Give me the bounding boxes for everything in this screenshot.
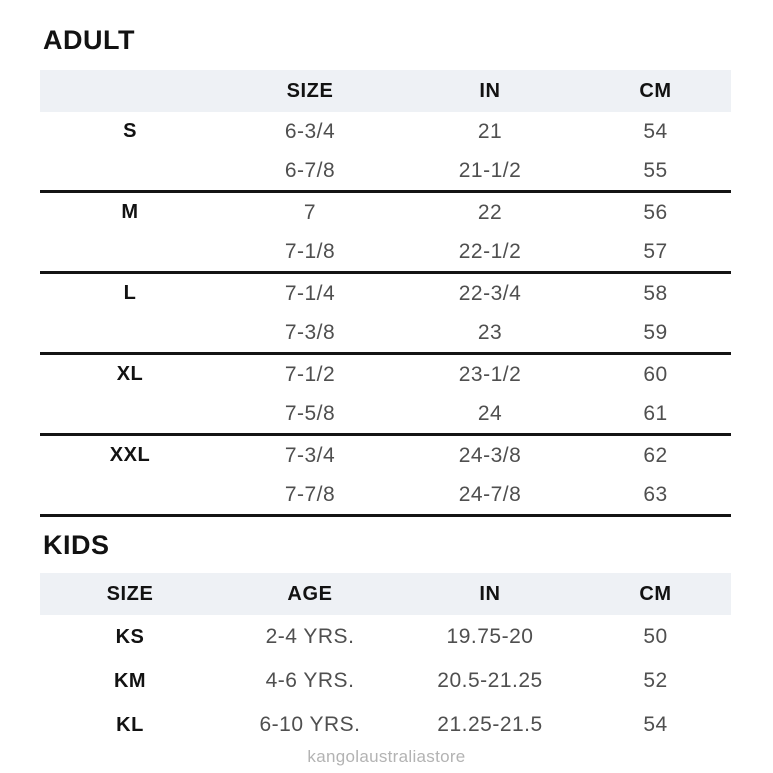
kids-section-title: KIDS — [43, 530, 110, 560]
hat-size-cell: 7-7/8 — [284, 482, 336, 506]
hat-size-cell: 6-7/8 — [284, 158, 336, 182]
inches-cell: 22-3/4 — [458, 281, 522, 305]
hat-size-cell: 7-1/2 — [284, 362, 336, 386]
adult-header-size: SIZE — [286, 79, 334, 102]
inches-cell: 21.25-21.5 — [437, 713, 543, 736]
size-label-cell: M — [121, 201, 139, 223]
inches-cell: 21-1/2 — [458, 158, 522, 182]
table-row — [40, 313, 731, 355]
table-row — [40, 232, 731, 274]
size-label-cell: XXL — [109, 444, 151, 466]
table-row — [40, 355, 731, 394]
store-watermark: kangolaustraliastore — [307, 747, 466, 766]
size-label-cell: KL — [116, 713, 144, 736]
inches-cell: 23-1/2 — [458, 362, 522, 386]
inches-cell: 22-1/2 — [458, 239, 522, 263]
table-row — [40, 475, 731, 517]
kids-header-in: IN — [479, 582, 501, 605]
inches-cell: 23 — [477, 320, 503, 344]
table-row — [40, 436, 731, 475]
inches-cell: 22 — [477, 200, 503, 224]
table-row — [40, 394, 731, 436]
hat-size-cell: 7-3/4 — [284, 443, 336, 467]
table-row — [40, 659, 731, 703]
cm-cell: 50 — [643, 625, 668, 648]
kids-header-size: SIZE — [106, 582, 154, 605]
kids-header-cm: CM — [639, 582, 672, 605]
inches-cell: 21 — [477, 119, 503, 143]
size-label-cell: S — [123, 120, 137, 142]
cm-cell: 54 — [643, 119, 668, 143]
cm-cell: 54 — [643, 713, 668, 736]
kids-header-age: AGE — [287, 582, 333, 605]
adult-section-title: ADULT — [43, 25, 135, 55]
adult-header-cm: CM — [639, 79, 672, 102]
inches-cell: 24-3/8 — [458, 443, 522, 467]
age-cell: 2-4 YRS. — [265, 625, 355, 648]
size-label-cell: KS — [115, 625, 145, 648]
hat-size-cell: 7-3/8 — [284, 320, 336, 344]
cm-cell: 55 — [643, 158, 668, 182]
cm-cell: 58 — [643, 281, 668, 305]
cm-cell: 63 — [643, 482, 668, 506]
table-row — [40, 112, 731, 151]
cm-cell: 52 — [643, 669, 668, 692]
table-row — [40, 703, 731, 747]
kids-table-header — [40, 573, 731, 615]
adult-header-in: IN — [479, 79, 501, 102]
cm-cell: 62 — [643, 443, 668, 467]
table-row — [40, 151, 731, 193]
hat-size-cell: 7-1/8 — [284, 239, 336, 263]
cm-cell: 59 — [643, 320, 668, 344]
cm-cell: 56 — [643, 200, 668, 224]
size-label-cell: L — [123, 282, 137, 304]
size-label-cell: KM — [113, 669, 147, 692]
inches-cell: 24-7/8 — [458, 482, 522, 506]
cm-cell: 61 — [643, 401, 668, 425]
hat-size-cell: 7-1/4 — [284, 281, 336, 305]
adult-size-table — [40, 70, 731, 517]
adult-table-header — [40, 70, 731, 112]
inches-cell: 20.5-21.25 — [437, 669, 543, 692]
inches-cell: 19.75-20 — [446, 625, 534, 648]
hat-size-cell: 7-5/8 — [284, 401, 336, 425]
hat-size-cell: 7 — [303, 200, 317, 224]
hat-size-cell: 6-3/4 — [284, 119, 336, 143]
table-row — [40, 274, 731, 313]
age-cell: 4-6 YRS. — [265, 669, 355, 692]
size-chart — [40, 0, 731, 747]
cm-cell: 60 — [643, 362, 668, 386]
table-row — [40, 615, 731, 659]
kids-size-table — [40, 573, 731, 747]
cm-cell: 57 — [643, 239, 668, 263]
size-label-cell: XL — [116, 363, 144, 385]
inches-cell: 24 — [477, 401, 503, 425]
age-cell: 6-10 YRS. — [259, 713, 361, 736]
table-row — [40, 193, 731, 232]
